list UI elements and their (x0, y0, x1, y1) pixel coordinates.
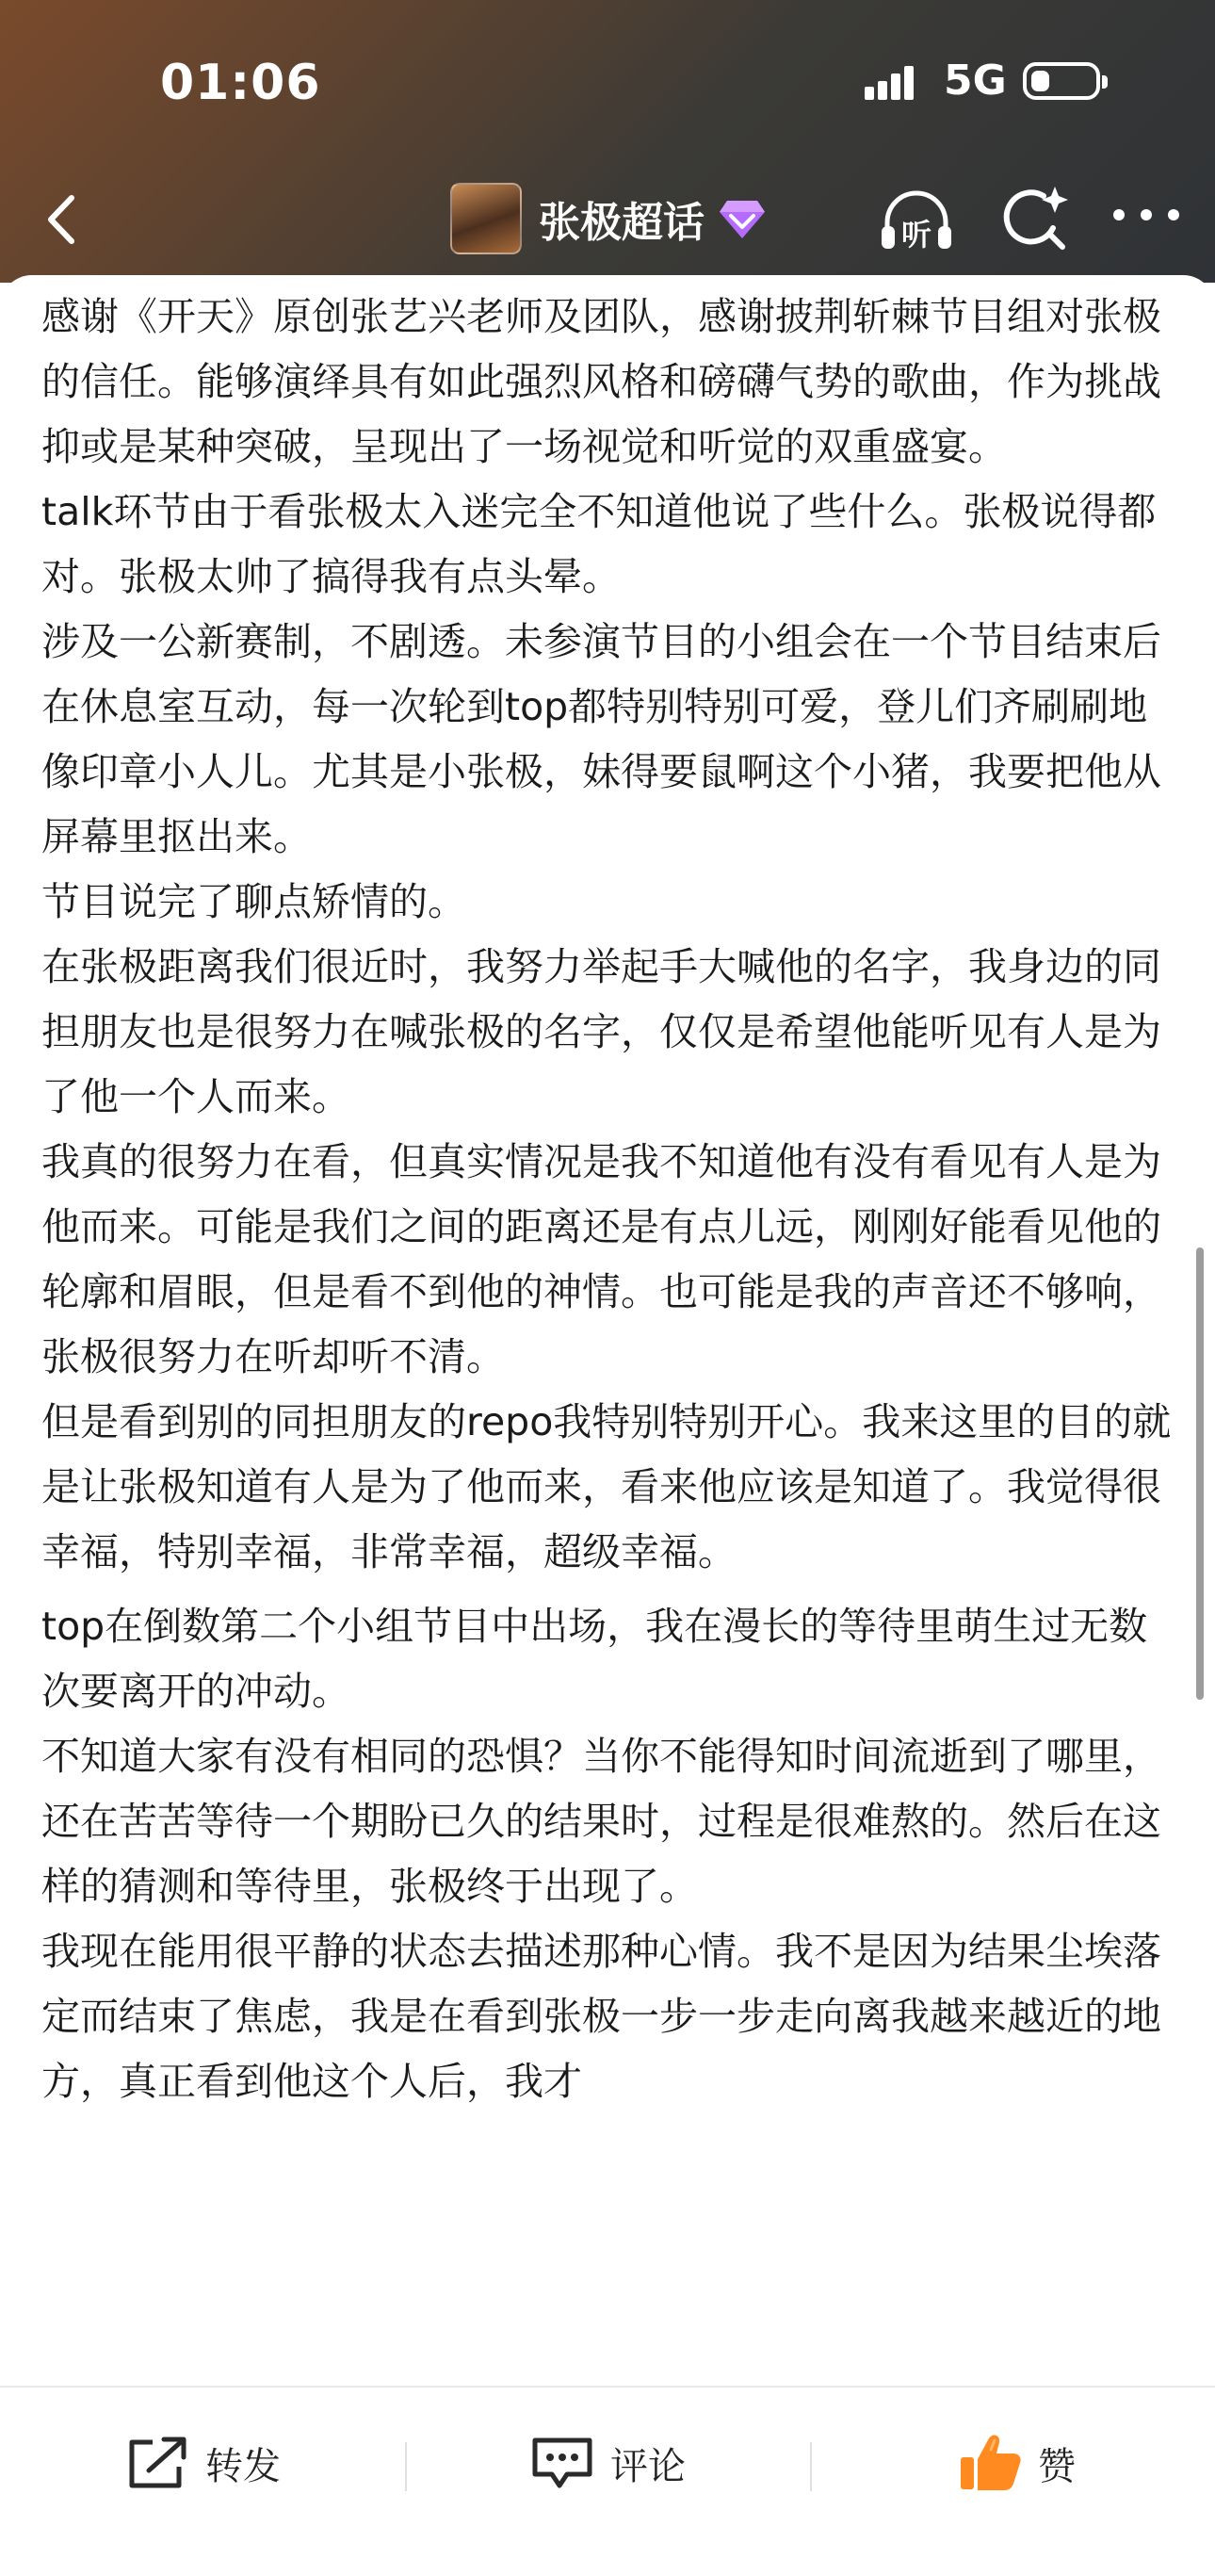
repost-icon (124, 2435, 190, 2491)
repost-label: 转发 (205, 2444, 281, 2488)
comment-label: 评论 (610, 2444, 686, 2488)
paragraph: 节目说完了聊点矫情的。 (41, 879, 466, 924)
toolbar-divider (405, 2442, 407, 2491)
like-button[interactable] (957, 2435, 1076, 2491)
status-time: 01:06 (160, 55, 321, 111)
paragraph: top在倒数第二个小组节目中出场，我在漫长的等待里萌生过无数次要离开的冲动。 (41, 1604, 1148, 1714)
network-type: 5G (944, 57, 1007, 105)
comment-icon (529, 2435, 595, 2491)
post-content[interactable] (0, 275, 1215, 2386)
paragraph: 感谢《开天》原创张艺兴老师及团队，感谢披荆斩棘节目组对张极的信任。能够演绎具有如此强烈风格和磅礴气势的歌曲，作为挑战抑或是某种突破，呈现出了一场视觉和听觉的双重盛宴。 (41, 294, 1161, 469)
paragraph: 我真的很努力在看，但真实情况是我不知道他有没有看见有人是为他而来。可能是我们之间的距离还是有点儿远，刚刚好能看见他的轮廓和眉眼，但是看不到他的神情。也可能是我的声音还不够响，张极很努力在听却听不清。 (41, 1139, 1161, 1379)
repost-button[interactable] (124, 2435, 281, 2491)
thumbs-up-icon (957, 2433, 1023, 2493)
scrollbar[interactable] (1196, 1247, 1204, 1700)
bottom-toolbar (0, 2386, 1215, 2576)
headphones-icon[interactable] (876, 181, 957, 256)
article-body (41, 285, 1181, 2114)
diamond-icon (718, 197, 767, 240)
more-icon[interactable] (1108, 187, 1185, 243)
topic-avatar[interactable] (450, 183, 522, 254)
like-label: 赞 (1038, 2444, 1076, 2488)
topic-title-group[interactable] (450, 181, 767, 256)
ai-sparkle-icon[interactable] (998, 183, 1070, 254)
paragraph: 在张极距离我们很近时，我努力举起手大喊他的名字，我身边的同担朋友也是很努力在喊张极的名字，仅仅是希望他能听见有人是为了他一个人而来。 (41, 944, 1161, 1119)
paragraph: 我现在能用很平静的状态去描述那种心情。我不是因为结果尘埃落定而结束了焦虑，我是在看到张极一步一步走向离我越来越近的地方，真正看到他这个人后，我才 (41, 1929, 1161, 2104)
comment-button[interactable] (529, 2435, 686, 2491)
battery-level (1031, 71, 1049, 91)
signal-icon (865, 64, 921, 100)
paragraph: 但是看到别的同担朋友的repo我特别特别开心。我来这里的目的就是让张极知道有人是为了他而来，看来他应该是知道了。我觉得很幸福，特别幸福，非常幸福，超级幸福。 (41, 1399, 1172, 1574)
header (0, 0, 1215, 283)
paragraph: talk环节由于看张极太入迷完全不知道他说了些什么。张极说得都对。张极太帅了搞得我有点头晕。 (41, 489, 1157, 599)
paragraph: 涉及一公新赛制，不剧透。未参演节目的小组会在一个节目结束后在休息室互动，每一次轮到top都特别特别可爱，登儿们齐刷刷地像印章小人儿。尤其是小张极，妹得要鼠啊这个小猪，我要把他从屏幕里抠出来。 (41, 619, 1161, 859)
status-bar (0, 0, 1215, 160)
listen-label: 听 (900, 217, 932, 253)
page-title[interactable]: 张极超话 (539, 199, 705, 247)
back-chevron-icon[interactable] (30, 187, 96, 253)
nav-bar (0, 170, 1215, 273)
paragraph: 不知道大家有没有相同的恐惧？当你不能得知时间流逝到了哪里，还在苦苦等待一个期盼已久的结果时，过程是很难熬的。然后在这样的猜测和等待里，张极终于出现了。 (41, 1734, 1161, 1909)
battery-icon (1023, 62, 1100, 100)
toolbar-divider (810, 2442, 812, 2491)
